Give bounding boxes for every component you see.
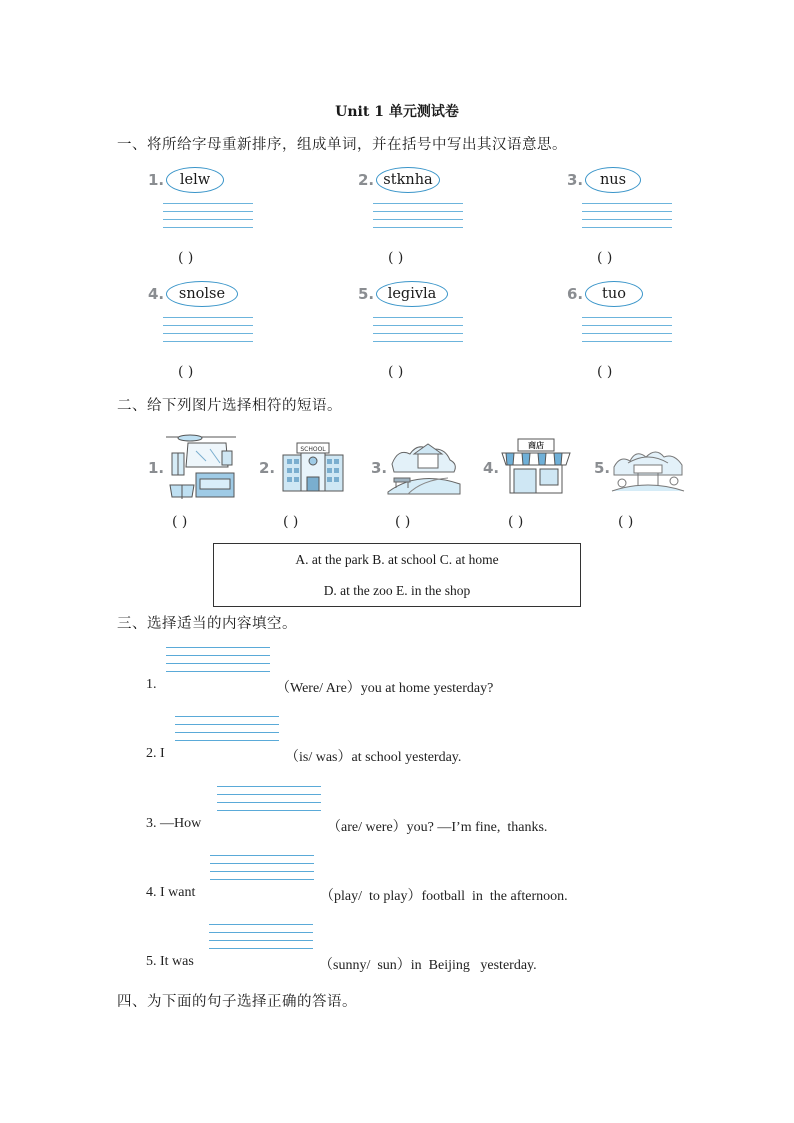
writing-lines-6[interactable] <box>582 317 672 349</box>
picture-answer-blank-3[interactable]: ( ) <box>395 514 411 530</box>
shop-icon <box>500 437 572 495</box>
shop-sign: 商店 <box>528 441 544 450</box>
meaning-blank-5[interactable]: ( ) <box>388 364 404 380</box>
meaning-blank-1[interactable]: ( ) <box>178 250 194 266</box>
fill-blank-lines-3[interactable] <box>217 786 321 818</box>
scrambled-word-4: snolse <box>166 281 238 307</box>
page-title: Unit 1 单元测试卷 <box>335 104 459 120</box>
scrambled-word-3: nus <box>585 167 641 193</box>
picture-answer-blank-5[interactable]: ( ) <box>618 514 634 530</box>
meaning-blank-6[interactable]: ( ) <box>597 364 613 380</box>
picture-number-2: 2. <box>259 459 276 477</box>
fill-sentence-suffix-4: （play/ to play）football in the afternoon. <box>320 889 568 904</box>
section3-heading: 三、选择适当的内容填空。 <box>117 616 297 632</box>
word-number-4: 4. <box>148 285 165 303</box>
fill-sentence-suffix-2: （is/ was）at school yesterday. <box>285 750 462 765</box>
writing-lines-4[interactable] <box>163 317 253 349</box>
picture-number-4: 4. <box>483 459 500 477</box>
options-line-2: D. at the zoo E. in the shop <box>323 583 471 598</box>
meaning-blank-3[interactable]: ( ) <box>597 250 613 266</box>
word-number-3: 3. <box>567 171 584 189</box>
word-number-2: 2. <box>358 171 375 189</box>
fill-blank-lines-1[interactable] <box>166 647 270 679</box>
picture-answer-blank-2[interactable]: ( ) <box>283 514 299 530</box>
meaning-blank-2[interactable]: ( ) <box>388 250 404 266</box>
picture-answer-blank-1[interactable]: ( ) <box>172 514 188 530</box>
meaning-blank-4[interactable]: ( ) <box>178 364 194 380</box>
word-number-6: 6. <box>567 285 584 303</box>
writing-lines-3[interactable] <box>582 203 672 235</box>
scrambled-word-2: stknha <box>376 167 440 193</box>
fill-sentence-prefix-5: 5. It was <box>146 954 194 969</box>
writing-lines-5[interactable] <box>373 317 463 349</box>
picture-answer-blank-4[interactable]: ( ) <box>508 514 524 530</box>
living-room-icon <box>166 433 236 501</box>
section4-heading: 四、为下面的句子选择正确的答语。 <box>117 994 357 1010</box>
park-icon <box>388 440 460 494</box>
school-building-icon <box>279 441 347 493</box>
picture-number-1: 1. <box>148 459 165 477</box>
school-sign: SCHOOL <box>300 446 326 453</box>
writing-lines-2[interactable] <box>373 203 463 235</box>
fill-sentence-prefix-2: 2. I <box>146 746 165 761</box>
section2-heading: 二、给下列图片选择相符的短语。 <box>117 398 342 414</box>
options-line-1: A. at the park B. at school C. at home <box>295 552 499 567</box>
zoo-icon <box>612 445 684 493</box>
fill-sentence-suffix-1: （Were/ Are）you at home yesterday? <box>276 681 494 696</box>
fill-sentence-prefix-4: 4. I want <box>146 885 196 900</box>
word-number-5: 5. <box>358 285 375 303</box>
fill-sentence-prefix-3: 3. —How <box>146 816 202 831</box>
writing-lines-1[interactable] <box>163 203 253 235</box>
fill-sentence-prefix-1: 1. <box>146 677 157 692</box>
fill-blank-lines-4[interactable] <box>210 855 314 887</box>
word-number-1: 1. <box>148 171 165 189</box>
fill-blank-lines-2[interactable] <box>175 716 279 748</box>
options-box <box>213 543 581 607</box>
fill-sentence-suffix-3: （are/ were）you? —I’m fine, thanks. <box>327 820 548 835</box>
fill-sentence-suffix-5: （sunny/ sun）in Beijing yesterday. <box>319 958 537 973</box>
picture-number-3: 3. <box>371 459 388 477</box>
picture-number-5: 5. <box>594 459 611 477</box>
section1-heading: 一、将所给字母重新排序，组成单词，并在括号中写出其汉语意思。 <box>117 137 567 153</box>
fill-blank-lines-5[interactable] <box>209 924 313 956</box>
scrambled-word-5: legivla <box>376 281 448 307</box>
scrambled-word-1: lelw <box>166 167 224 193</box>
scrambled-word-6: tuo <box>585 281 643 307</box>
